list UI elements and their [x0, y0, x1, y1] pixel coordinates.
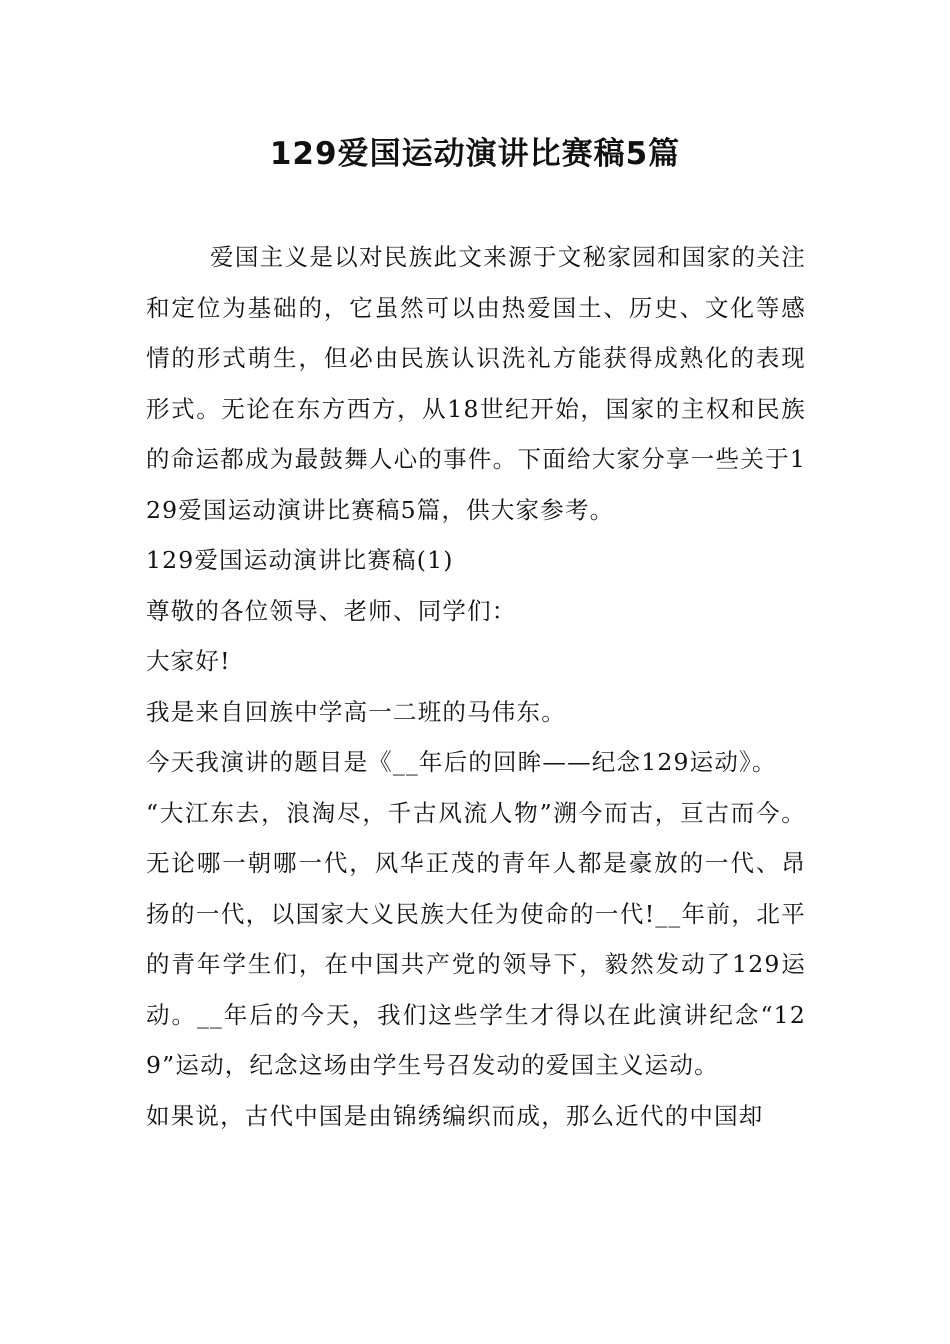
- topic-paragraph: 今天我演讲的题目是《__年后的回眸——纪念129运动》。: [146, 748, 777, 776]
- salutation-paragraph: 尊敬的各位领导、老师、同学们：: [146, 596, 517, 625]
- self-intro-paragraph: 我是来自回族中学高一二班的马伟东。: [146, 697, 566, 726]
- document-body: [146, 232, 806, 1141]
- document-title: 129爱国运动演讲比赛稿5篇: [269, 136, 681, 172]
- intro-paragraph: 爱国主义是以对民族此文来源于文秘家园和国家的关注和定位为基础的，它虽然可以由热爱国土、历史、文化等感情的形式萌生，但必由民族认识洗礼方能获得成熟化的表现形式。无论在东方西方，从18世纪开始，国家的主权和民族的命运都成为最鼓舞人心的事件。下面给大家分享一些关于129爱国运动演讲比赛稿5篇，供大家参考。: [146, 243, 806, 524]
- body-paragraph: “大江东去，浪淘尽，千古风流人物”溯今而古，亘古而今。无论哪一朝哪一代，风华正茂的青年人都是豪放的一代、昂扬的一代，以国家大义民族大任为使命的一代!__年前，北平的青年学生们，在中国共产党的领导下，毅然发动了129运动。__年后的今天，我们这些学生才得以在此演讲纪念“129”运动，纪念这场由学生号召发动的爱国主义运动。: [146, 798, 806, 1079]
- greeting-paragraph: 大家好!: [146, 647, 231, 675]
- body-paragraph: 如果说，古代中国是由锦绣编织而成，那么近代的中国却: [146, 1101, 764, 1130]
- section-heading: 129爱国运动演讲比赛稿(1): [146, 546, 454, 574]
